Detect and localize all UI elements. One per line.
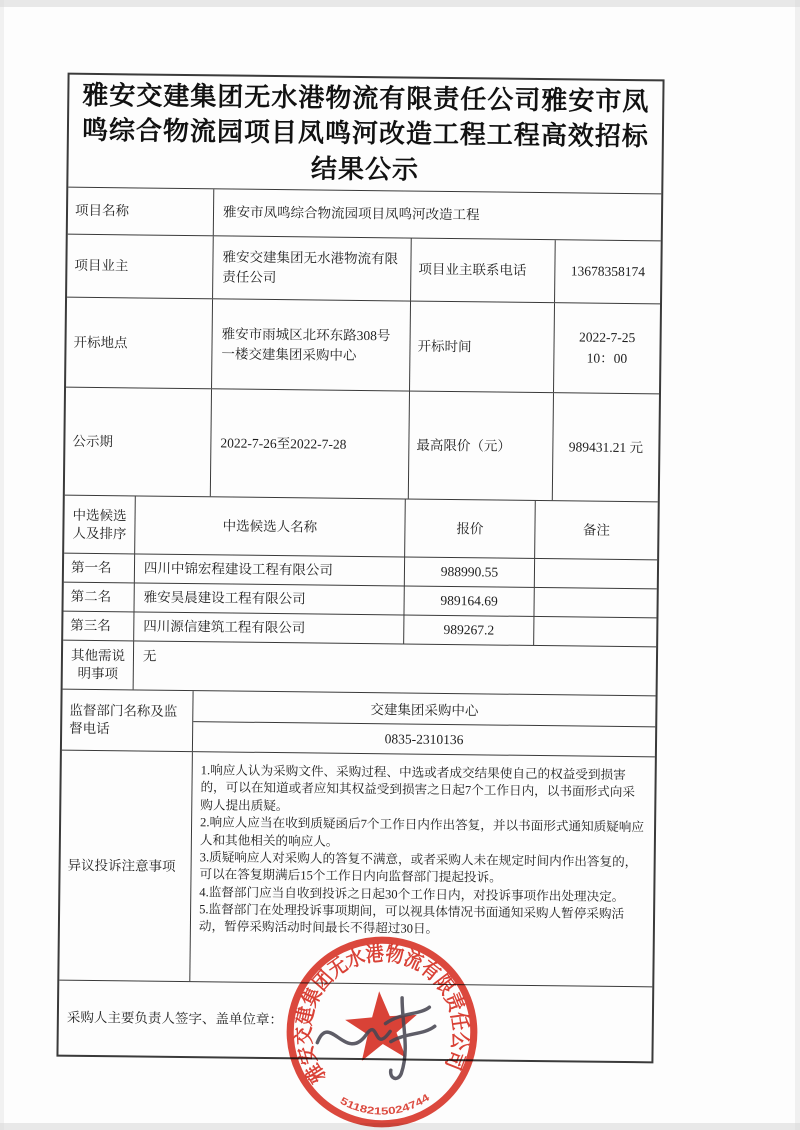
candidate-3-note <box>533 617 656 646</box>
row-other-notes <box>63 640 657 696</box>
complaint-item-1: 1.响应人认为采购文件、采购过程、中选或者成交结果使自己的权益受到损害的，可以在知道或者应知其权益受到损害之日起7个工作日内，以书面形式向采购人提出质疑。 <box>200 763 636 813</box>
complaint-label: 异议投诉注意事项 <box>67 857 176 874</box>
other-notes-value: 无 <box>133 641 657 695</box>
candidate-2-name: 雅安昊晨建设工程有限公司 <box>133 583 403 614</box>
company-seal <box>273 923 491 1130</box>
complaint-item-4: 4.监督部门应当自收到投诉之日起30个工作日内，对投诉事项作出处理决定。 <box>199 884 625 904</box>
seal-number-text: 5118215024744 <box>337 1093 431 1118</box>
row-candidate-header <box>64 495 658 560</box>
other-notes-label: 其他需说明事项 <box>70 648 126 682</box>
owner-phone-value: 13678358174 <box>554 240 661 303</box>
candidate-3-price: 989267.2 <box>403 615 533 644</box>
publicity-label: 公示期 <box>72 433 114 449</box>
opening-time-label: 开标时间 <box>409 302 554 393</box>
project-name-label: 项目名称 <box>74 202 130 219</box>
supervision-dept: 交建集团采购中心 <box>370 702 479 719</box>
project-name-value: 雅安市凤鸣综合物流园项目凤鸣河改造工程 <box>213 189 661 240</box>
row-owner <box>67 234 661 304</box>
supervision-values <box>192 691 656 756</box>
title-row <box>68 75 662 194</box>
price-limit-label: 最高限价（元） <box>408 392 553 501</box>
candidate-3-name: 四川源信建筑工程有限公司 <box>133 612 403 643</box>
bid-result-document <box>56 73 664 1064</box>
opening-time-date: 2022-7-25 <box>578 329 636 346</box>
page-title: 雅安交建集团无水港物流有限责任公司雅安市凤鸣综合物流园项目凤鸣河改造工程工程高效招标结果公示 <box>81 79 650 185</box>
complaint-item-3: 3.质疑响应人对采购人的答复不满意，或者采购人未在规定时间内作出答复的，可以在答复期满后15个工作日内向监督部门提起投诉。 <box>199 850 638 885</box>
row-project-name <box>68 187 661 241</box>
candidate-name-header: 中选候选人名称 <box>134 496 405 556</box>
owner-phone-label: 项目业主联系电话 <box>410 239 555 303</box>
scan-edge-left <box>0 0 4 1130</box>
price-limit-value: 989431.21 元 <box>552 393 659 501</box>
scan-edge-top <box>0 0 800 7</box>
seal-star-icon <box>343 989 419 1062</box>
seal-company-text: 雅安交建集团无水港物流有限责任公司 <box>293 942 472 1087</box>
candidate-2-rank: 第二名 <box>70 588 112 605</box>
candidate-1-name: 四川中锦宏程建设工程有限公司 <box>134 554 404 585</box>
candidate-price-header: 报价 <box>404 499 535 557</box>
candidate-1-note <box>534 559 657 588</box>
opening-place-label: 开标地点 <box>73 334 128 351</box>
supervision-phone: 0835-2310136 <box>193 721 655 756</box>
owner-label: 项目业主 <box>74 257 129 274</box>
supervision-label: 监督部门名称及监督电话 <box>69 703 178 737</box>
candidate-1-price: 988990.55 <box>404 557 534 586</box>
candidate-1-rank: 第一名 <box>70 559 112 576</box>
candidate-2-note <box>533 588 656 617</box>
scan-edge-right <box>795 0 800 1130</box>
opening-time-clock: 10：00 <box>586 350 628 366</box>
signature-label: 采购人主要负责人签字、盖单位章： <box>66 1009 283 1028</box>
row-supervision <box>62 689 656 757</box>
publicity-value: 2022-7-26至2022-7-28 <box>210 389 409 498</box>
complaint-item-2: 2.响应人应当在收到质疑函后7个工作日内作出答复，并以书面形式通知质疑响应人和其他相关的响应人。 <box>199 815 645 849</box>
complaint-item-5: 5.监督部门在处理投诉事项期间，可以视具体情况书面通知采购人暂停采购活动，暂停采购活动时间最长不得超过30日。 <box>198 902 625 937</box>
bid-result-table <box>56 73 664 1064</box>
opening-place-value: 雅安市雨城区北环东路308号一楼交建集团采购中心 <box>211 299 410 390</box>
opening-time-value <box>553 303 660 393</box>
candidate-3-rank: 第三名 <box>70 617 111 634</box>
candidate-2-price: 989164.69 <box>403 586 533 615</box>
candidate-rank-header: 中选候选人及排序 <box>72 507 127 541</box>
candidate-note-header: 备注 <box>534 501 658 559</box>
owner-value: 雅安交建集团无水港物流有限责任公司 <box>212 236 411 300</box>
row-publicity <box>65 387 659 502</box>
row-bid-opening <box>66 297 660 394</box>
